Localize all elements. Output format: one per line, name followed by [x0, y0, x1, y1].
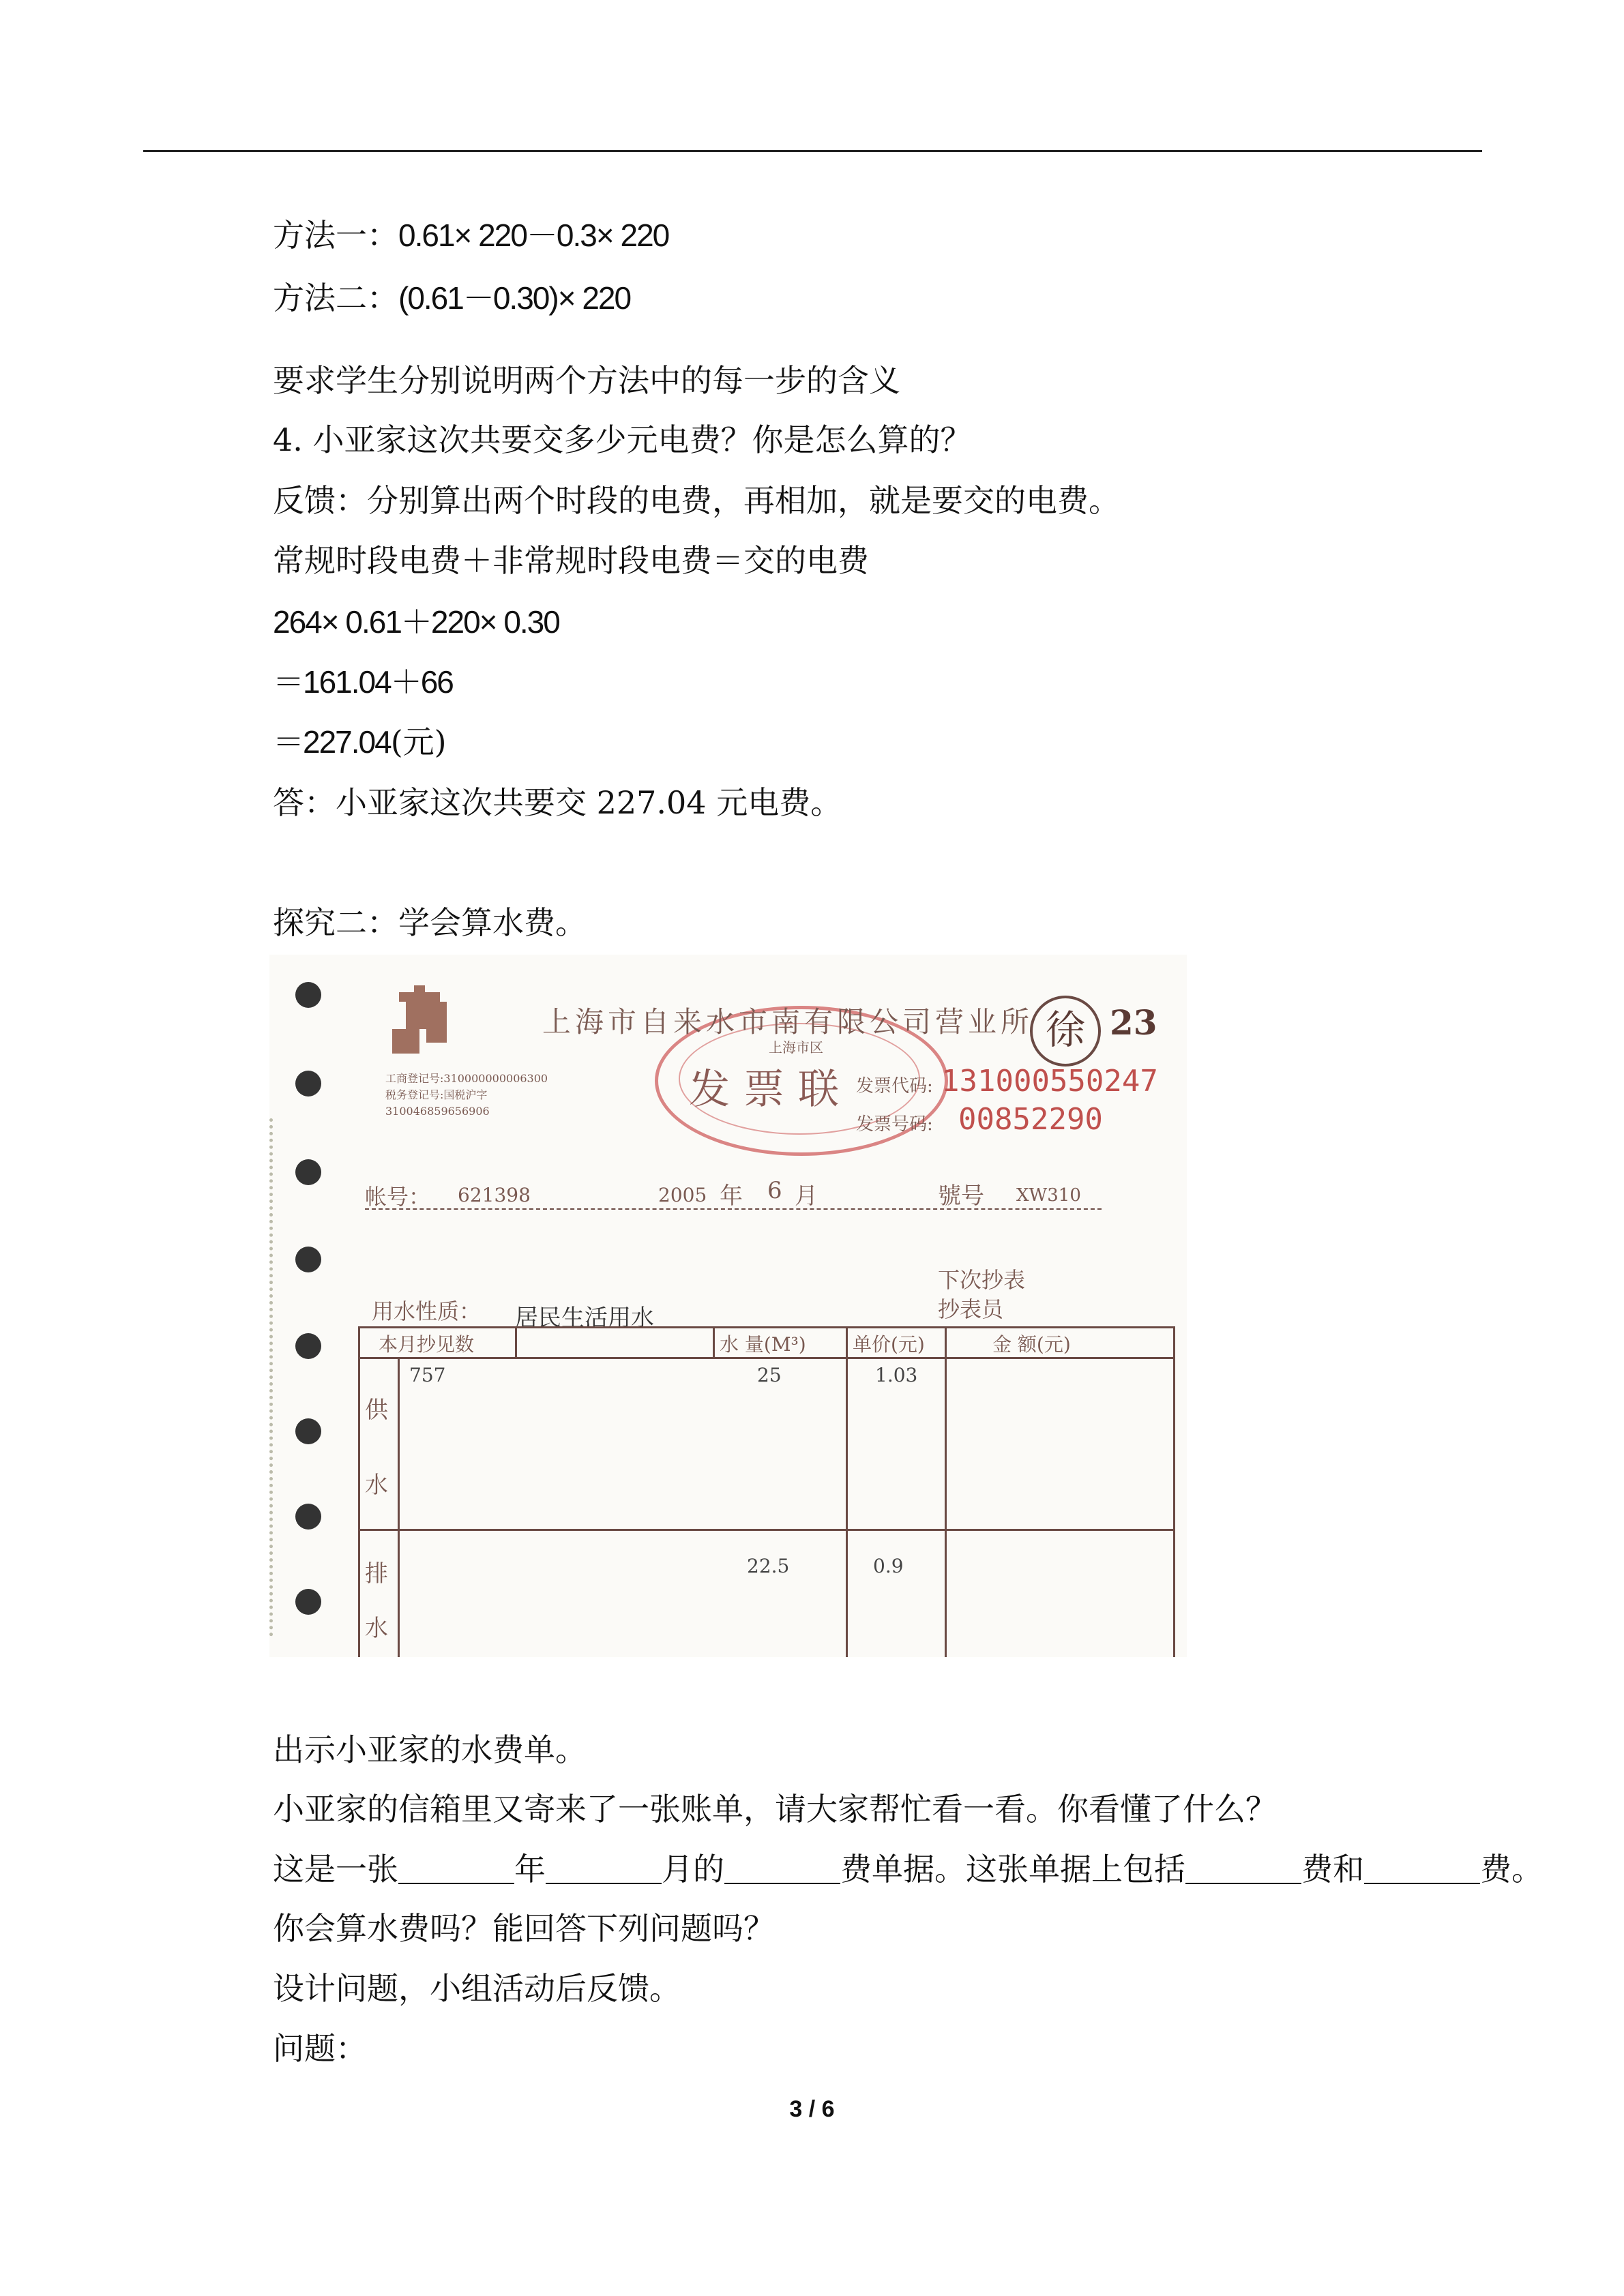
year-label: 年	[720, 1182, 743, 1210]
invoice-number: 00852290	[958, 1102, 1103, 1137]
district-badge: 徐	[1030, 996, 1101, 1067]
header-price: 单价(元)	[853, 1333, 925, 1356]
table-header-border	[358, 1357, 1173, 1359]
header-rule	[143, 150, 1482, 152]
method-two: 方法二：(0.61－0.30)× 220	[273, 280, 631, 316]
invoice-code-label: 发票代码:	[856, 1076, 933, 1097]
supply-label-2: 水	[365, 1472, 388, 1499]
binder-hole	[295, 1247, 321, 1272]
drain-label-1: 排	[365, 1560, 388, 1587]
invoice-code: 131000550247	[941, 1064, 1158, 1099]
question-label: 问题：	[273, 2030, 367, 2067]
calc-step-2: ＝161.04＋66	[273, 664, 453, 700]
table-col-divider	[515, 1326, 517, 1357]
table-label-border	[398, 1357, 400, 1657]
header-volume: 水 量(M³)	[720, 1333, 806, 1356]
registration-line-3: 310046859656906	[385, 1105, 490, 1118]
drain-label-2: 水	[365, 1615, 388, 1642]
drain-price: 0.9	[873, 1555, 904, 1577]
binder-hole	[295, 1418, 321, 1444]
calc-step-3: ＝227.04(元)	[273, 724, 447, 760]
design-question-text: 设计问题，小组活动后反馈。	[273, 1970, 681, 2007]
next-reading-label: 下次抄表	[938, 1267, 1026, 1293]
supply-reading: 757	[409, 1364, 446, 1386]
account-number: 621398	[458, 1184, 531, 1206]
usage-type: 居民生活用水	[515, 1304, 654, 1332]
table-left-border	[358, 1326, 360, 1657]
table-col-divider	[846, 1326, 848, 1657]
binder-hole	[295, 1071, 321, 1097]
badge-number: 23	[1110, 1002, 1157, 1043]
feedback-text: 反馈：分别算出两个时段的电费，再相加，就是要交的电费。	[273, 482, 1120, 519]
receipt-title: 上海市自来水市南有限公司营业所	[542, 1005, 1034, 1039]
instruction-text: 要求学生分别说明两个方法中的每一步的含义	[273, 362, 900, 399]
answer-text: 答：小亚家这次共要交 227.04 元电费。	[273, 784, 842, 821]
formula-words: 常规时段电费＋非常规时段电费＝交的电费	[273, 542, 869, 579]
mailbox-text: 小亚家的信箱里又寄来了一张账单，请大家帮忙看一看。你看懂了什么？	[273, 1791, 1277, 1828]
binder-hole	[295, 1159, 321, 1185]
show-bill-text: 出示小亚家的水费单。	[273, 1731, 587, 1768]
method-one: 方法一：0.61× 220－0.3× 220	[273, 217, 669, 254]
invoice-no-label: 发票号码:	[856, 1114, 933, 1135]
can-you-calc-text: 你会算水费吗？能回答下列问题吗？	[273, 1910, 775, 1947]
registration-line-2: 税务登记号:国税沪字	[385, 1088, 488, 1101]
page-number: 3 / 6	[789, 2096, 835, 2122]
section-title: 探究二：学会算水费。	[273, 904, 587, 941]
bill-month: 6	[767, 1177, 782, 1204]
question-4: 4. 小亚家这次共要交多少元电费？你是怎么算的？	[273, 421, 972, 458]
bill-year: 2005	[658, 1184, 707, 1206]
supply-label-1: 供	[365, 1397, 388, 1424]
seal-text: 上海市区	[769, 1039, 823, 1056]
table-col-divider	[945, 1326, 947, 1657]
reader-label: 抄表员	[938, 1296, 1004, 1322]
faucet-logo-icon	[385, 985, 460, 1060]
table-mid-border	[358, 1529, 1173, 1531]
account-underline	[365, 1208, 1102, 1210]
binder-hole	[295, 1504, 321, 1530]
blank-fee-type[interactable]	[724, 1851, 840, 1884]
blank-fee-1[interactable]	[1185, 1851, 1301, 1884]
table-right-border	[1173, 1326, 1175, 1657]
binder-hole	[295, 1589, 321, 1615]
invoice-label: 发票联	[689, 1066, 853, 1114]
table-col-divider	[713, 1326, 715, 1357]
blank-month[interactable]	[546, 1851, 662, 1884]
calc-step-1: 264× 0.61＋220× 0.30	[273, 604, 559, 640]
usage-label: 用水性质：	[372, 1298, 482, 1324]
account-label: 帐号：	[365, 1184, 431, 1210]
perforation	[269, 1118, 285, 1637]
fill-in-sentence: 这是一张 年 月的 费单据。这张单据上包括 费和 费。	[273, 1851, 1543, 1888]
blank-fee-2[interactable]	[1364, 1851, 1480, 1884]
table-top-border	[358, 1326, 1173, 1328]
supply-price: 1.03	[875, 1364, 918, 1386]
supply-volume: 25	[757, 1364, 782, 1386]
header-amount: 金 额(元)	[992, 1333, 1071, 1356]
registration-line-1: 工商登记号:310000000006300	[385, 1072, 548, 1085]
header-reading: 本月抄见数	[379, 1333, 475, 1356]
binder-hole	[295, 982, 321, 1008]
month-label: 月	[795, 1182, 818, 1210]
water-bill-image	[269, 955, 1187, 1657]
hao-number: XW310	[1016, 1185, 1081, 1206]
drain-volume: 22.5	[747, 1555, 790, 1577]
binder-hole	[295, 1333, 321, 1359]
blank-year[interactable]	[398, 1851, 514, 1884]
hao-label: 號号	[938, 1182, 984, 1210]
